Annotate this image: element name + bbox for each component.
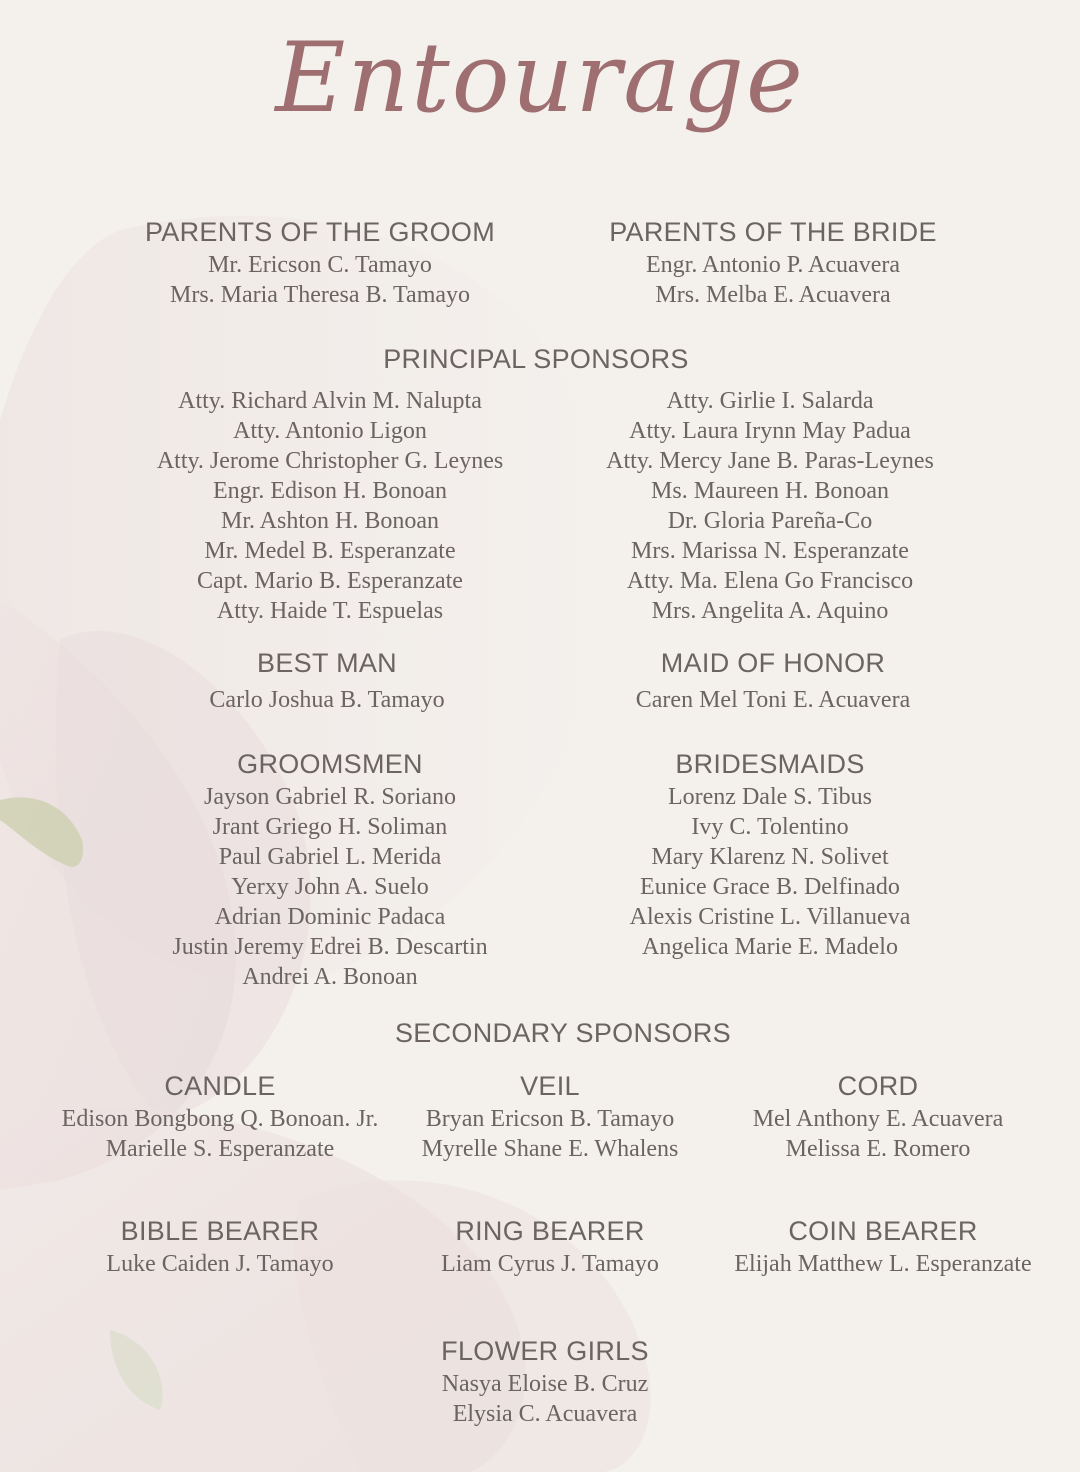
section-heading: PARENTS OF THE GROOM (144, 217, 496, 247)
section-heading: PRINCIPAL SPONSORS (383, 344, 689, 374)
name: Andrei A. Bonoan (242, 964, 418, 990)
name: Atty. Antonio Ligon (233, 418, 427, 444)
name: Justin Jeremy Edrei B. Descartin (172, 934, 488, 960)
name: Atty. Mercy Jane B. Paras-Leynes (606, 448, 934, 474)
name: Mr. Ericson C. Tamayo (208, 252, 432, 278)
bridesmaids-section (540, 746, 1000, 962)
name: Atty. Laura Irynn May Padua (629, 418, 911, 444)
name: Luke Caiden J. Tamayo (106, 1251, 334, 1277)
name: Engr. Antonio P. Acuavera (646, 252, 900, 278)
name: Engr. Edison H. Bonoan (213, 478, 447, 504)
name: Nasya Eloise B. Cruz (441, 1371, 649, 1397)
secondary-sponsors-heading-block (0, 1015, 1080, 1051)
section-heading: RING BEARER (455, 1216, 645, 1246)
principal-sponsors-heading-block (0, 341, 1072, 377)
name: Mrs. Maria Theresa B. Tamayo (169, 282, 471, 308)
name: Jrant Griego H. Soliman (212, 814, 448, 840)
section-heading: PARENTS OF THE BRIDE (609, 217, 937, 247)
principal-sponsors-left (100, 386, 560, 626)
bible-bearer-section (70, 1213, 370, 1279)
flower-girls-section (395, 1333, 695, 1429)
section-heading: CORD (837, 1071, 919, 1101)
parents-bride-section (543, 214, 1003, 310)
name: Atty. Richard Alvin M. Nalupta (178, 388, 482, 414)
section-heading: CANDLE (164, 1071, 276, 1101)
best-man-section (97, 645, 557, 715)
page-title: Entourage (275, 22, 805, 134)
name: Yerxy John A. Suelo (231, 874, 429, 900)
veil-section (395, 1068, 705, 1164)
section-heading: GROOMSMEN (237, 749, 423, 779)
section-heading: COIN BEARER (788, 1216, 978, 1246)
name: Myrelle Shane E. Whalens (421, 1136, 679, 1162)
name: Mrs. Melba E. Acuavera (655, 282, 891, 308)
name: Elijah Matthew L. Esperanzate (734, 1251, 1032, 1277)
name: Alexis Cristine L. Villanueva (629, 904, 911, 930)
name: Mel Anthony E. Acuavera (752, 1106, 1004, 1132)
name: Jayson Gabriel R. Soriano (204, 784, 456, 810)
section-heading: VEIL (520, 1071, 580, 1101)
section-heading: SECONDARY SPONSORS (395, 1018, 731, 1048)
ring-bearer-section (400, 1213, 700, 1279)
name: Caren Mel Toni E. Acuavera (635, 687, 911, 713)
name: Ms. Maureen H. Bonoan (651, 478, 889, 504)
section-heading: BRIDESMAIDS (675, 749, 865, 779)
section-heading: BIBLE BEARER (120, 1216, 320, 1246)
name: Ivy C. Tolentino (691, 814, 849, 840)
name: Adrian Dominic Padaca (214, 904, 446, 930)
coin-bearer-section (718, 1213, 1048, 1279)
name: Eunice Grace B. Delfinado (640, 874, 900, 900)
name: Lorenz Dale S. Tibus (668, 784, 872, 810)
name: Atty. Haide T. Espuelas (216, 598, 444, 624)
name: Atty. Girlie I. Salarda (666, 388, 874, 414)
name: Dr. Gloria Pareña-Co (667, 508, 873, 534)
name: Liam Cyrus J. Tamayo (441, 1251, 659, 1277)
name: Melissa E. Romero (785, 1136, 971, 1162)
name: Mrs. Marissa N. Esperanzate (631, 538, 909, 564)
parents-groom-section (90, 214, 550, 310)
name: Edison Bongbong Q. Bonoan. Jr. (61, 1106, 379, 1132)
section-heading: MAID OF HONOR (660, 648, 886, 678)
name: Capt. Mario B. Esperanzate (197, 568, 463, 594)
name: Mrs. Angelita A. Aquino (651, 598, 889, 624)
name: Mr. Medel B. Esperanzate (204, 538, 456, 564)
groomsmen-section (100, 746, 560, 992)
maid-of-honor-section (543, 645, 1003, 715)
name: Carlo Joshua B. Tamayo (209, 687, 445, 713)
name: Angelica Marie E. Madelo (642, 934, 898, 960)
name: Atty. Ma. Elena Go Francisco (626, 568, 914, 594)
name: Atty. Jerome Christopher G. Leynes (156, 448, 504, 474)
name: Mr. Ashton H. Bonoan (220, 508, 439, 534)
cord-section (718, 1068, 1038, 1164)
name: Marielle S. Esperanzate (105, 1136, 335, 1162)
name: Elysia C. Acuavera (452, 1401, 638, 1427)
section-heading: FLOWER GIRLS (441, 1336, 649, 1366)
candle-section (25, 1068, 415, 1164)
name: Paul Gabriel L. Merida (218, 844, 442, 870)
name: Bryan Ericson B. Tamayo (425, 1106, 675, 1132)
section-heading: BEST MAN (257, 648, 397, 678)
name: Mary Klarenz N. Solivet (651, 844, 889, 870)
principal-sponsors-right (540, 386, 1000, 626)
